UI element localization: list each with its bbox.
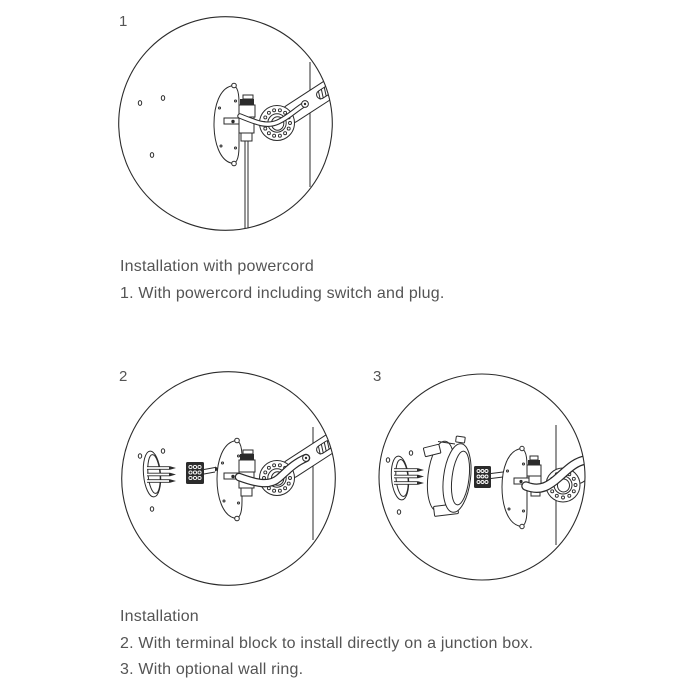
figure-1-powercord-installation bbox=[117, 15, 334, 232]
caption-installation bbox=[120, 604, 533, 684]
supply-wires bbox=[394, 468, 424, 484]
supply-wires bbox=[147, 466, 176, 482]
caption-powercord bbox=[120, 254, 445, 307]
caption-powercord-step1: 1. With powercord including switch and plug. bbox=[120, 284, 445, 302]
figure-3-label: 3 bbox=[373, 368, 382, 385]
caption-powercord-title: Installation with powercord bbox=[120, 258, 314, 275]
arm-screw bbox=[302, 101, 309, 108]
figure-1-illustration bbox=[117, 15, 334, 232]
arm-screw bbox=[303, 455, 310, 462]
caption-installation-step3: 3. With optional wall ring. bbox=[120, 661, 304, 678]
figure-3-illustration bbox=[378, 372, 588, 582]
wall-ring bbox=[423, 436, 474, 516]
figure-1-label: 1 bbox=[119, 13, 128, 30]
wall-screw-holes bbox=[138, 96, 164, 158]
caption-installation-title: Installation bbox=[120, 608, 199, 625]
figure-2-label: 2 bbox=[119, 368, 128, 385]
figure-2-junction-box-installation bbox=[120, 370, 337, 587]
caption-installation-step2: 2. With terminal block to install directly on a junction box. bbox=[120, 634, 534, 652]
figure-2-illustration bbox=[120, 370, 337, 587]
figure-3-wall-ring-installation bbox=[378, 372, 588, 582]
powercord bbox=[245, 141, 248, 231]
terminal-block bbox=[186, 462, 220, 484]
